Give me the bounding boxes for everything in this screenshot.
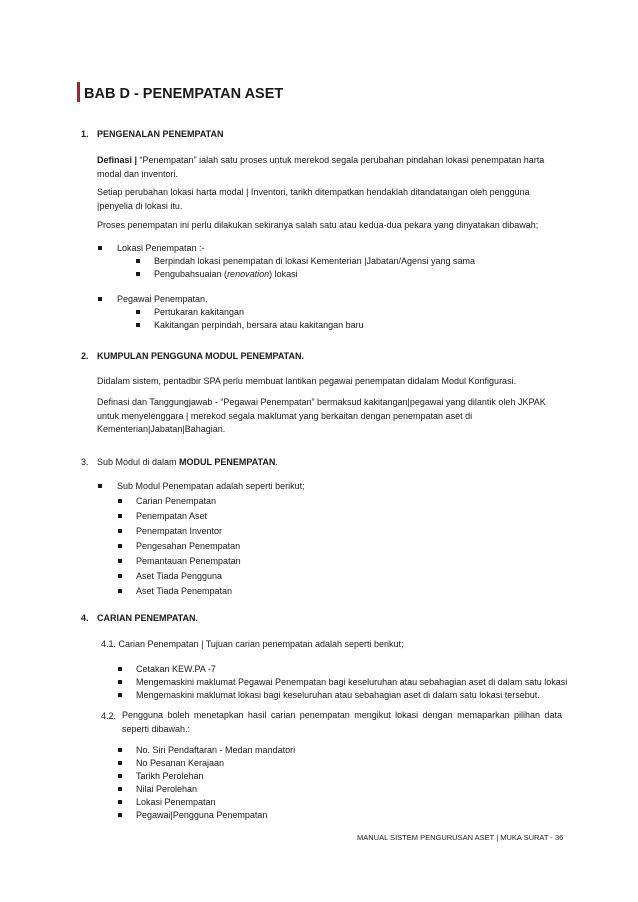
list-item: Aset Tiada Pengguna <box>136 571 223 581</box>
section-3-heading <box>97 456 278 468</box>
list-item: Kakitangan perpindah, bersara atau kakitangan baru <box>154 320 364 330</box>
bullet-icon <box>118 748 122 752</box>
text-segment: Pengubahsuaian ( <box>154 269 228 279</box>
bullet-icon <box>136 323 140 327</box>
section-2-paragraph-2: Definasi dan Tanggungjawab - “Pegawai Penempatan” bermaksud kakitangan|pegawai yang dilantik oleh JKPAK untuk menyelenggara | merekod segala maklumat yang berkaitan dengan penempatan aset di Kementerian|Jabatan|Bahagian. <box>97 397 546 434</box>
list-item: Berpindah lokasi penempatan di lokasi Kementerian |Jabatan/Agensi yang sama <box>154 256 476 266</box>
bullet-icon <box>118 667 122 671</box>
list-item: Pertukaran kakitangan <box>154 307 245 317</box>
section-3-number: 3. <box>81 457 89 467</box>
list-item: Aset Tiada Penempatan <box>136 586 233 596</box>
section-2-number: 2. <box>81 351 89 361</box>
bullet-icon <box>118 589 122 593</box>
bullet-icon <box>118 787 122 791</box>
bullet-icon <box>118 559 122 563</box>
bullet-icon <box>136 310 140 314</box>
list-item: Carian Penempatan <box>136 496 217 506</box>
page-title: BAB D - PENEMPATAN ASET <box>84 86 284 102</box>
subsection-4-2-number: 4.2. <box>101 711 117 721</box>
list-item: Lokasi Penempatan :- <box>117 243 205 253</box>
bullet-icon <box>118 499 122 503</box>
list-item <box>154 268 298 280</box>
list-item: No. Siri Pendaftaran - Medan mandatori <box>136 745 296 755</box>
section-1-paragraph-3: Proses penempatan ini perlu dilakukan sekiranya salah satu atau kedua-dua pekara yang dinyatakan dibawah; <box>97 220 539 230</box>
list-item: Penempatan Inventor <box>136 526 223 536</box>
bullet-icon <box>118 774 122 778</box>
bullet-icon <box>98 484 102 488</box>
section-4-heading: CARIAN PENEMPATAN. <box>97 613 198 623</box>
list-item: Lokasi Penempatan <box>136 797 216 807</box>
page-footer: MANUAL SISTEM PENGURUSAN ASET | MUKA SURAT - 36 <box>357 833 564 842</box>
list-item: Mengemaskini maklumat lokasi bagi keseluruhan atau sebahagian aset di dalam satu lokasi tersebut. <box>136 690 540 700</box>
list-item: Nilai Perolehan <box>136 784 198 794</box>
bullet-icon <box>118 514 122 518</box>
list-item: Pemantauan Penempatan <box>136 556 241 566</box>
subsection-4-1: 4.1. Carian Penempatan | Tujuan carian penempatan adalah seperti berikut; <box>101 639 404 649</box>
bullet-icon <box>118 761 122 765</box>
section-1-definition <box>97 154 547 181</box>
text-segment: Sub Modul di dalam <box>97 457 180 467</box>
bullet-icon <box>118 693 122 697</box>
title-accent-bar <box>77 82 80 102</box>
subsection-4-2-text: Pengguna boleh menetapkan hasil carian penempatan mengikut lokasi dengan memaparkan pilihan data seperti dibawah.: <box>122 710 562 734</box>
bullet-icon <box>98 246 102 250</box>
section-1-number: 1. <box>81 129 89 139</box>
module-name: MODUL PENEMPATAN <box>179 457 276 467</box>
bullet-icon <box>118 680 122 684</box>
list-item: Penempatan Aset <box>136 511 208 521</box>
section-2-paragraph-1: Didalam sistem, pentadbir SPA perlu membuat lantikan pegawai penempatan didalam Modul Konfigurasi. <box>97 376 517 386</box>
definition-label: Definasi | <box>97 155 138 165</box>
bullet-icon <box>136 272 140 276</box>
list-item: Pegawai|Pengguna Penempatan <box>136 810 268 820</box>
bullet-icon <box>118 813 122 817</box>
list-item: Cetakan KEW.PA -7 <box>136 664 216 674</box>
bullet-icon <box>118 574 122 578</box>
italic-term: renovation <box>227 269 270 279</box>
list-item: Mengemaskini maklumat Pegawai Penempatan bagi keseluruhan atau sebahagian aset di dalam satu lokasi <box>136 677 568 687</box>
section-1-heading: PENGENALAN PENEMPATAN <box>97 129 224 139</box>
bullet-icon <box>118 544 122 548</box>
list-item: No Pesanan Kerajaan <box>136 758 225 768</box>
section-4-number: 4. <box>81 613 89 623</box>
bullet-icon <box>98 297 102 301</box>
list-item: Pegawai Penempatan. <box>117 294 208 304</box>
text-segment: ) lokasi <box>269 269 298 279</box>
text-segment: . <box>275 457 278 467</box>
list-item: Pengesahan Penempatan <box>136 541 241 551</box>
bullet-icon <box>118 529 122 533</box>
list-item: Tarikh Perolehan <box>136 771 204 781</box>
bullet-icon <box>136 259 140 263</box>
bullet-icon <box>118 800 122 804</box>
section-1-paragraph-2: Setiap perubahan lokasi harta modal | Inventori, tarikh ditempatkan hendaklah ditandatangan oleh pengguna |penyelia di lokasi itu. <box>97 187 530 211</box>
section-2-heading: KUMPULAN PENGGUNA MODUL PENEMPATAN. <box>97 351 304 361</box>
list-item: Sub Modul Penempatan adalah seperti berikut; <box>117 481 305 491</box>
definition-text: “Penempatan” ialah satu proses untuk merekod segala perubahan pindahan lokasi penempatan harta modal dan inventori. <box>97 155 545 179</box>
